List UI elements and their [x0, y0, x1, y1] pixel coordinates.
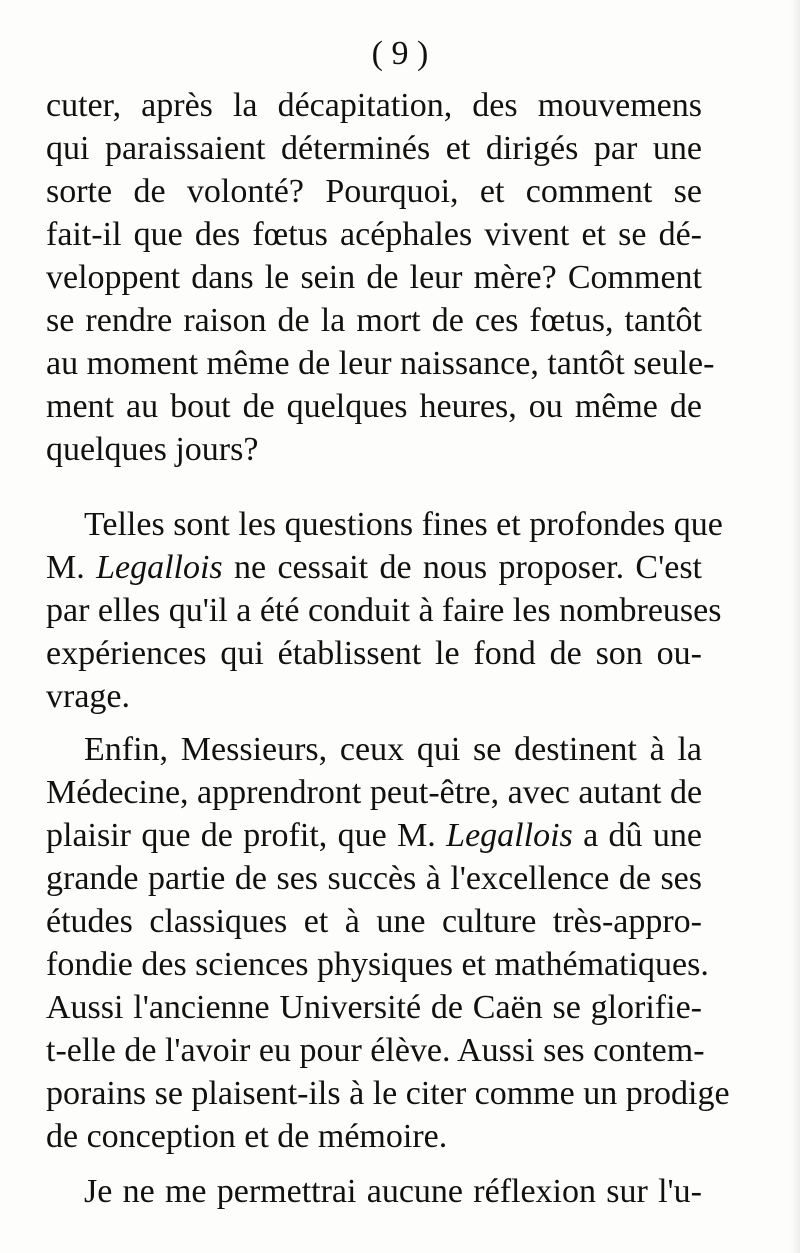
text-line: au moment même de leur naissance, tantôt seule-: [46, 345, 715, 382]
text-line: expériences qui établissent le fond de son ou-: [46, 635, 702, 672]
text-line: ment au bout de quelques heures, ou même de: [46, 388, 702, 425]
text-line: qui paraissaient déterminés et dirigés par une: [46, 130, 702, 167]
text-line: cuter, après la décapitation, des mouvemens: [46, 87, 702, 124]
text-line: Médecine, apprendront peut-être, avec autant de: [46, 774, 703, 811]
page-edge-shadow: [790, 0, 800, 1253]
text-line: fondie des sciences physiques et mathématiques.: [46, 946, 709, 983]
page-number: ( 9 ): [371, 35, 429, 72]
text-line: M. Legallois ne cessait de nous proposer. C'est: [46, 549, 702, 586]
text-line: t-elle de l'avoir eu pour élève. Aussi ses contem-: [46, 1032, 705, 1069]
text-line: veloppent dans le sein de leur mère? Comment: [46, 259, 702, 296]
text-line: Telles sont les questions fines et profondes que: [84, 506, 723, 543]
text-line: fait-il que des fœtus acéphales vivent et se dé-: [46, 216, 702, 253]
text-line: par elles qu'il a été conduit à faire les nombreuses: [46, 592, 722, 629]
text-line: Je ne me permettrai aucune réflexion sur l'u-: [84, 1173, 702, 1210]
text-line: grande partie de ses succès à l'excellence de ses: [46, 860, 702, 897]
text-line: Enfin, Messieurs, ceux qui se destinent à la: [84, 731, 702, 768]
text-line: de conception et de mémoire.: [46, 1118, 448, 1155]
text-line: porains se plaisent-ils à le citer comme un prodige: [46, 1075, 730, 1112]
text-line: se rendre raison de la mort de ces fœtus, tantôt: [46, 302, 702, 339]
text-line: plaisir que de profit, que M. Legallois a dû une: [46, 817, 702, 854]
text-line: études classiques et à une culture très-appro-: [46, 903, 702, 940]
text-line: quelques jours?: [46, 431, 259, 468]
author-name: Legallois: [96, 549, 223, 586]
text-line: vrage.: [46, 678, 131, 715]
text-line: sorte de volonté? Pourquoi, et comment se: [46, 173, 702, 210]
text-line: Aussi l'ancienne Université de Caën se glorifie-: [46, 989, 702, 1026]
author-name: Legallois: [446, 817, 573, 854]
